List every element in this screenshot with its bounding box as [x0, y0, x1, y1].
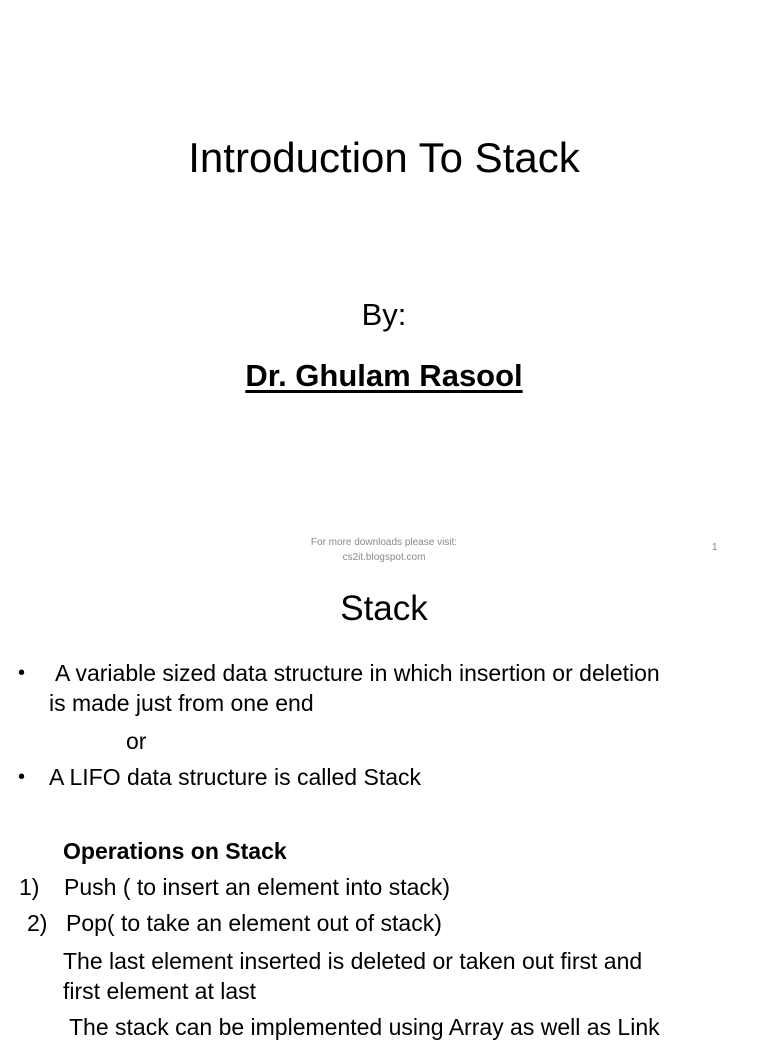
bullet-icon: •: [18, 766, 26, 788]
author-name-text: Dr. Ghulam Rasool: [245, 358, 523, 393]
bullet-2: A LIFO data structure is called Stack: [49, 764, 421, 790]
author-name: [0, 356, 768, 396]
or-text: or: [126, 728, 147, 754]
bullet-icon: •: [18, 662, 26, 684]
op-2-number: 2): [27, 910, 48, 936]
slide-title: Stack: [340, 589, 428, 628]
note-line-2: first element at last: [63, 978, 257, 1004]
op-1-text: Push ( to insert an element into stack): [64, 874, 451, 900]
slide-title: Introduction To Stack: [188, 134, 580, 181]
page-number: 1: [712, 542, 718, 553]
footer-line-1: For more downloads please visit:: [310, 537, 458, 548]
note-line-1: The last element inserted is deleted or taken out first and: [63, 948, 643, 974]
op-1-number: 1): [19, 874, 40, 900]
operations-heading: Operations on Stack: [63, 838, 287, 864]
bullet-1-line-1: A variable sized data structure in which insertion or deletion: [55, 660, 660, 686]
note-2-partial: The stack can be implemented using Array as well as Link: [69, 1014, 660, 1040]
slide-2: [0, 576, 768, 1040]
footer-line-2: cs2it.blogspot.com: [342, 552, 426, 563]
slide-footer: [264, 535, 504, 565]
op-2-text: Pop( to take an element out of stack): [66, 910, 442, 936]
by-label: By:: [361, 297, 407, 332]
bullet-1-line-2: is made just from one end: [49, 690, 314, 716]
